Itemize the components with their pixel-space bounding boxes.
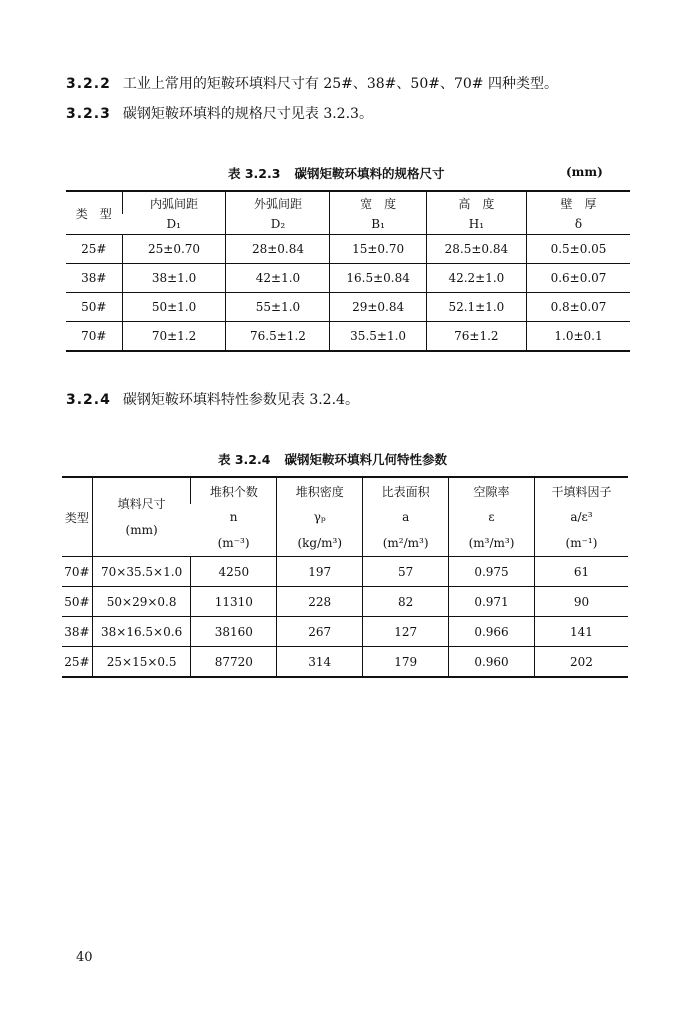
column-header: 宽 度	[330, 191, 426, 214]
table-cell: 0.5±0.05	[526, 235, 630, 264]
table-title: 碳钢矩鞍环填料几何特性参数	[284, 452, 447, 467]
table-cell: 87720	[191, 647, 277, 678]
table-cell: 70±1.2	[122, 322, 226, 352]
table-packing-characteristics	[62, 476, 628, 678]
table-cell: 0.966	[449, 617, 535, 647]
table-cell: 1.0±0.1	[526, 322, 630, 352]
table-cell: 38±1.0	[122, 264, 226, 293]
column-unit: (m⁻³)	[191, 530, 277, 557]
table-cell: 197	[277, 557, 363, 587]
table-cell: 61	[534, 557, 628, 587]
table-row	[66, 322, 630, 352]
table-cell: 90	[534, 587, 628, 617]
table-unit: (mm)	[566, 165, 603, 179]
table-cell: 50×29×0.8	[92, 587, 191, 617]
table-cell: 28±0.84	[226, 235, 330, 264]
table-row	[62, 647, 628, 678]
table-cell: 15±0.70	[330, 235, 426, 264]
table-cell: 29±0.84	[330, 293, 426, 322]
paragraph-3-2-3	[66, 104, 373, 124]
table-cell: 179	[363, 647, 449, 678]
section-number: 3.2.2	[66, 76, 111, 92]
paragraph-3-2-4	[66, 390, 359, 410]
table-cell: 50#	[66, 293, 122, 322]
column-header: 堆积密度	[277, 477, 363, 504]
table-cell: 76±1.2	[426, 322, 526, 352]
table-cell: 42±1.0	[226, 264, 330, 293]
column-symbol: γₚ	[277, 504, 363, 530]
paragraph-text: 碳钢矩鞍环填料的规格尺寸见表 3.2.3。	[122, 106, 373, 122]
table-cell: 38160	[191, 617, 277, 647]
column-symbol: δ	[526, 214, 630, 235]
column-unit: (m⁻¹)	[534, 530, 628, 557]
column-header-size	[92, 477, 191, 557]
table-cell: 28.5±0.84	[426, 235, 526, 264]
table-cell: 0.971	[449, 587, 535, 617]
paragraph-text: 碳钢矩鞍环填料特性参数见表 3.2.4。	[122, 392, 359, 408]
column-unit: (kg/m³)	[277, 530, 363, 557]
table-cell: 0.960	[449, 647, 535, 678]
table-packing-dimensions	[66, 190, 630, 352]
table-cell: 70×35.5×1.0	[92, 557, 191, 587]
column-symbol: D₁	[122, 214, 226, 235]
column-header: 空隙率	[449, 477, 535, 504]
table-cell: 70#	[62, 557, 92, 587]
column-header: 堆积个数	[191, 477, 277, 504]
table-row	[66, 235, 630, 264]
size-header-label: 填料尺寸	[117, 497, 166, 511]
table-cell: 0.8±0.07	[526, 293, 630, 322]
table-cell: 16.5±0.84	[330, 264, 426, 293]
column-symbol: H₁	[426, 214, 526, 235]
table-cell: 127	[363, 617, 449, 647]
table-number: 表 3.2.4	[218, 452, 271, 467]
column-header: 外弧间距	[226, 191, 330, 214]
table-cell: 50±1.0	[122, 293, 226, 322]
table-cell: 25×15×0.5	[92, 647, 191, 678]
table-cell: 38×16.5×0.6	[92, 617, 191, 647]
table-cell: 0.6±0.07	[526, 264, 630, 293]
table-row	[62, 587, 628, 617]
table-cell: 0.975	[449, 557, 535, 587]
table-cell: 42.2±1.0	[426, 264, 526, 293]
table-row	[62, 557, 628, 587]
column-symbol: D₂	[226, 214, 330, 235]
table-cell: 57	[363, 557, 449, 587]
table-cell: 82	[363, 587, 449, 617]
column-header: 比表面积	[363, 477, 449, 504]
column-symbol: B₁	[330, 214, 426, 235]
column-header: 内弧间距	[122, 191, 226, 214]
table-row	[66, 293, 630, 322]
table-cell: 314	[277, 647, 363, 678]
paragraph-text: 工业上常用的矩鞍环填料尺寸有 25#、38#、50#、70# 四种类型。	[122, 76, 558, 92]
size-header-unit: (mm)	[125, 523, 158, 537]
column-symbol: ε	[449, 504, 535, 530]
table-cell: 202	[534, 647, 628, 678]
table-cell: 52.1±1.0	[426, 293, 526, 322]
table-caption	[228, 164, 444, 182]
table-cell: 267	[277, 617, 363, 647]
column-unit: (m²/m³)	[363, 530, 449, 557]
column-symbol: a	[363, 504, 449, 530]
table-cell: 35.5±1.0	[330, 322, 426, 352]
column-symbol: a/ε³	[534, 504, 628, 530]
table-cell: 38#	[66, 264, 122, 293]
table-number: 表 3.2.3	[228, 166, 281, 181]
section-number: 3.2.3	[66, 106, 111, 122]
table-caption	[218, 450, 447, 468]
table-cell: 11310	[191, 587, 277, 617]
column-header-type: 类型	[62, 477, 92, 557]
column-header-type: 类 型	[66, 191, 122, 235]
table-cell: 4250	[191, 557, 277, 587]
column-header: 干填料因子	[534, 477, 628, 504]
paragraph-3-2-2	[66, 74, 558, 94]
table-cell: 25#	[64, 654, 90, 669]
table-cell: 228	[277, 587, 363, 617]
table-cell: 50#	[62, 587, 92, 617]
table-cell: 70#	[81, 329, 107, 343]
table-cell: 25±0.70	[122, 235, 226, 264]
column-header: 高 度	[426, 191, 526, 214]
table-cell: 55±1.0	[226, 293, 330, 322]
section-number: 3.2.4	[66, 392, 111, 408]
page-number: 40	[76, 950, 93, 965]
table-cell: 38#	[62, 617, 92, 647]
table-cell: 141	[534, 617, 628, 647]
table-title: 碳钢矩鞍环填料的规格尺寸	[294, 166, 445, 181]
column-unit: (m³/m³)	[449, 530, 535, 557]
column-header: 壁 厚	[526, 191, 630, 214]
column-symbol: n	[229, 510, 238, 524]
table-row	[66, 264, 630, 293]
table-row	[62, 617, 628, 647]
table-cell: 76.5±1.2	[226, 322, 330, 352]
table-cell: 25#	[66, 235, 122, 264]
